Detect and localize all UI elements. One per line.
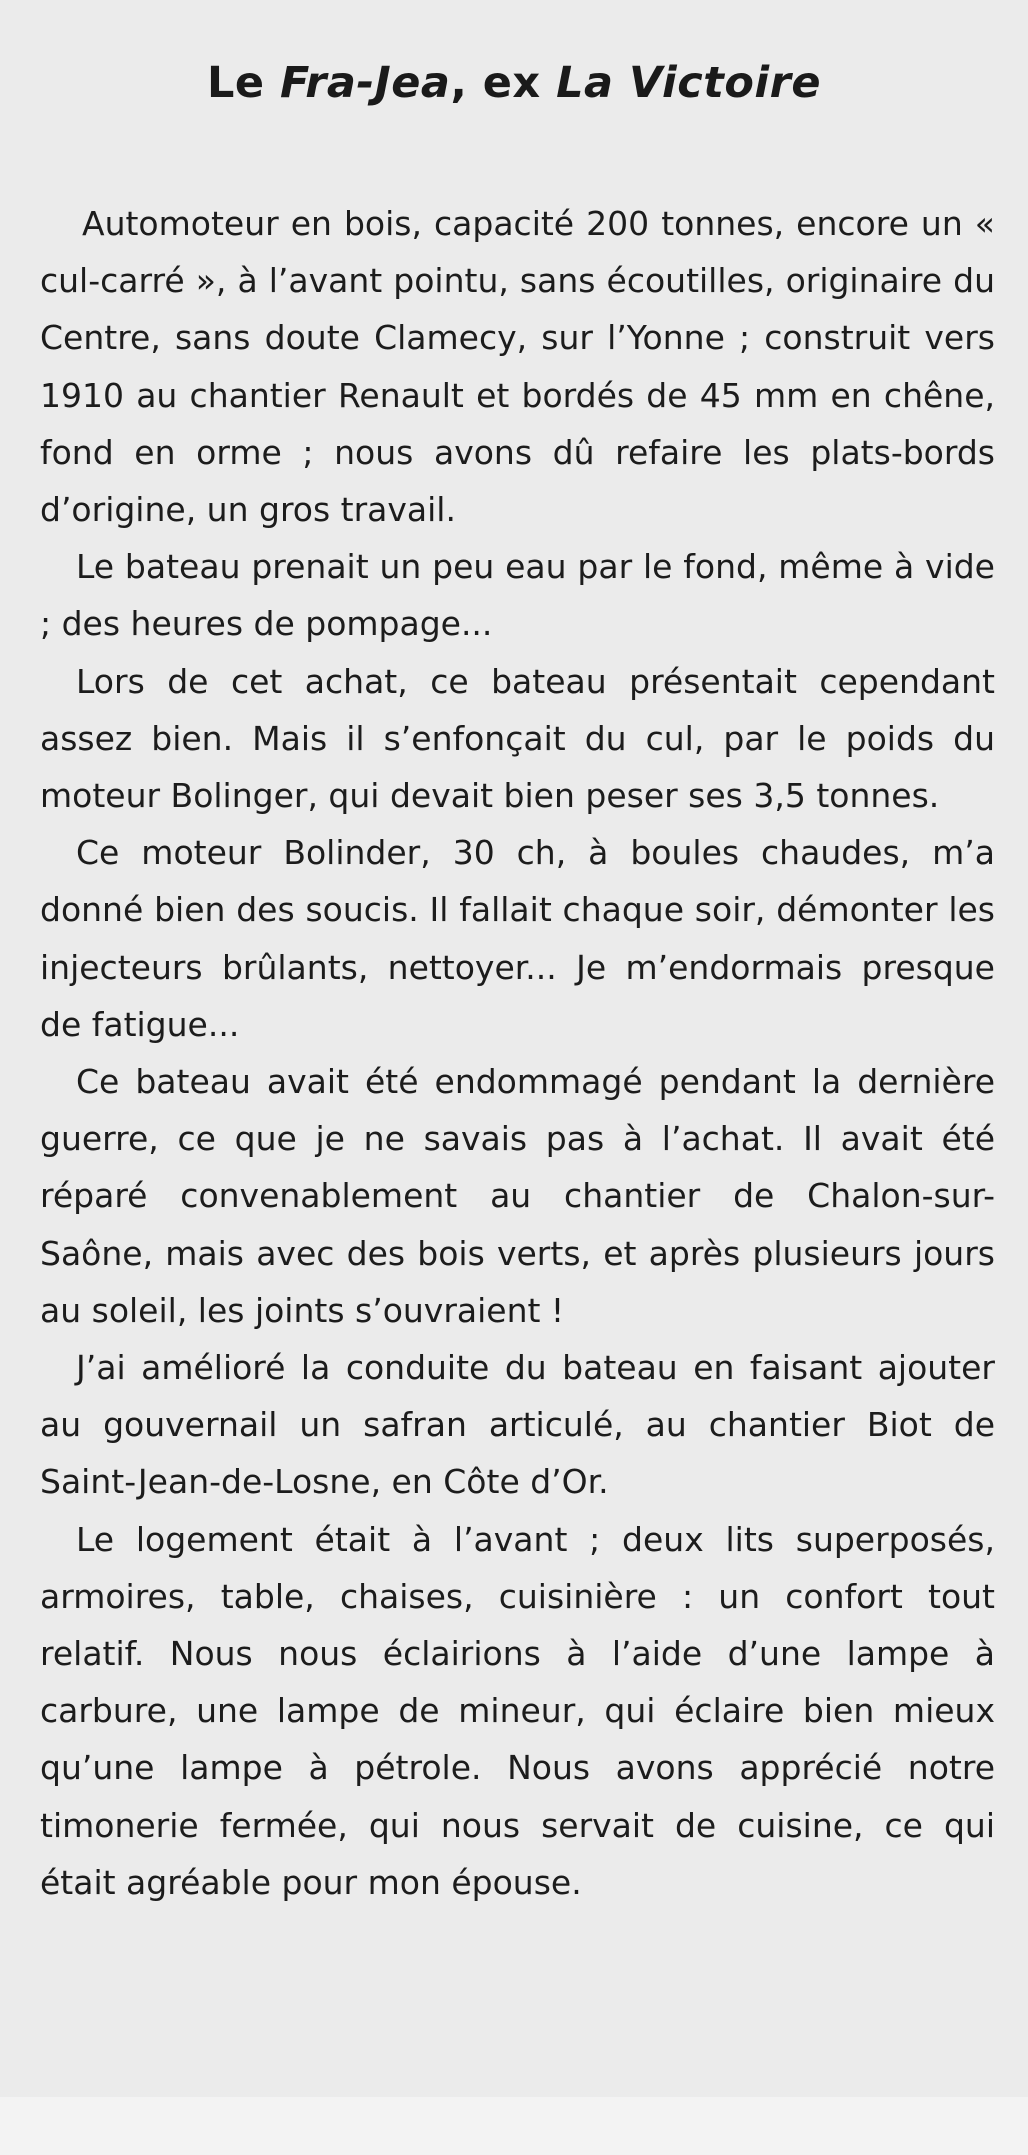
article-body <box>40 195 995 1911</box>
paragraph-4: Ce moteur Bolinder, 30 ch, à boules chaudes, m’a donné bien des soucis. Il fallait chaque soir, démonter les injecteurs brûlants, nettoyer... Je m’endormais presque de fatigue... <box>40 833 995 1044</box>
paragraph-3: Lors de cet achat, ce bateau présentait cependant assez bien. Mais il s’enfonçait du cul, par le poids du moteur Bolinger, qui devait bien peser ses 3,5 tonnes. <box>40 661 995 816</box>
paragraph-7: Le logement était à l’avant ; deux lits superposés, armoires, table, chaises, cuisinière : un confort tout relatif. Nous nous éclairions à l’aide d’une lampe à carbure, une lampe de mineur, qui éclaire bien mieux qu’une lampe à pétrole. Nous avons apprécié notre timonerie fermée, qui nous servait de cuisine, ce qui était agréable pour mon épouse. <box>40 1519 995 1902</box>
title-former-name: La Victoire <box>556 58 821 108</box>
title-boat-name: Fra-Jea <box>280 58 451 108</box>
paragraph-5: Ce bateau avait été endommagé pendant la dernière guerre, ce que je ne savais pas à l’achat. Il avait été réparé convenablement au chantier de Chalon-sur-Saône, mais avec des bois verts, et après plusieurs jours au soleil, les joints s’ouvraient ! <box>40 1062 995 1330</box>
title-part-1: Le <box>207 58 281 108</box>
paragraph-6: J’ai amélioré la conduite du bateau en faisant ajouter au gouvernail un safran articulé, au chantier Biot de Saint-Jean-de-Losne, en Côte d’Or. <box>40 1348 995 1502</box>
paragraph-2: Le bateau prenait un peu eau par le fond, même à vide ; des heures de pompage... <box>40 547 995 644</box>
title-part-3: , ex <box>450 58 557 108</box>
page-bottom-margin <box>0 2097 1028 2155</box>
article-title <box>0 58 1028 108</box>
paragraph-1: Automoteur en bois, capacité 200 tonnes, encore un « cul-carré », à l’avant pointu, sans écoutilles, originaire du Centre, sans doute Clamecy, sur l’Yonne ; construit vers 1910 au chantier Renault et bordés de 45 mm en chêne, fond en orme ; nous avons dû refaire les plats-bords d’origine, un gros travail. <box>40 204 995 530</box>
